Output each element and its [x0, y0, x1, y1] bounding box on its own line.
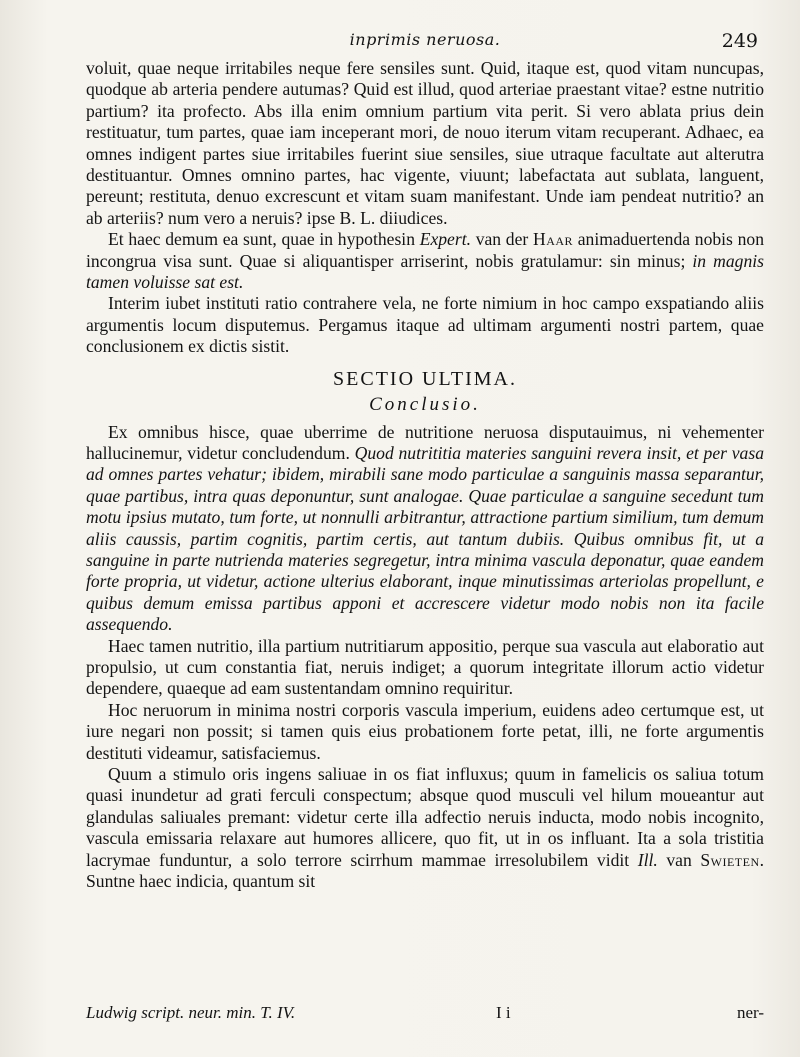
paragraph [86, 229, 764, 293]
running-title: inprimis neruosa. [349, 30, 501, 49]
body-text [86, 58, 764, 892]
paragraph [86, 422, 764, 636]
text-run: Ill. [637, 849, 658, 870]
text-run: in magnis tamen voluisse sat est. [86, 250, 764, 293]
text-run: Haec tamen nutritio, illa partium nutritiarum appositio, perque sua vascula aut elaboratio aut propulsio, ut cum constantia fiat, neruis indiget; a quorum integritate illorum actio videtur dependere, quaeque ad eam sustentandam omnino requiritur. [86, 635, 764, 699]
running-head [86, 30, 764, 58]
page-number: 249 [721, 30, 758, 52]
text-run: Haar [532, 229, 574, 250]
text-run: Quod nutrititia materies sanguini revera insit, et per vasa ad omnes partes vehatur; ibidem, mirabili sane modo particulae a sanguinis massa separantur, quae partibus, intra quas deponuntur, sunt analogae. Quae particulae a sanguine secedunt tum motu ipsius mutato, tum forte, ut nonnulli arbitrantur, attractione partium similium, tum demum aliis caussis, partim cognitis, partim certis, aut tantum dubiis. Quibus omnibus fit, ut a sanguine in parte nutrienda materies segregetur, intra minima vascula deponatur, quae eandem forte propria, ut videtur, actione ulterius elaborant, inque minutissimas arteriolas propellunt, e quibus demum emissa partibus apponi et accrescere videtur modo nobis non ita facile assequendo. [86, 442, 765, 635]
signature-mark: I i [496, 1003, 511, 1022]
paragraph [86, 293, 764, 357]
paragraph [86, 764, 764, 892]
text-run: voluit, quae neque irritabiles neque fere sensiles sunt. Quid, itaque est, quod vitam nuncupas, quodque ab arteria pendere autumas? Quid est illud, quod arteriae praestant vitae? estne nutritio partium? ita profecto. Abs illa enim omnium partium vita perit. Si vero ablata prius dein restituatur, tum partes, quae iam inceperant mori, de nouo iterum vitam recuperant. Adhaec, ea omnes indigent partes siue irritabiles fuerint siue sensiles, siue utraque facultate aut alterutra destituantur. Omnes omnino partes, hac vigente, viuunt; labefactata aut sublata, languent, pereunt; restituta, denuo excrescunt et vitam suam manifestant. Unde iam pendeat nutritio? an ab arteriis? num vero a neruis? ipse B. L. diiudices. [86, 58, 764, 228]
bottom-paragraphs [86, 422, 764, 893]
text-run: Ex omnibus hisce, quae uberrime de nutritione neruosa disputauimus, ni vehementer hallucinemur, videtur concludendum. [86, 421, 764, 463]
text-run: van der [471, 229, 533, 250]
text-run: van [657, 849, 701, 870]
text-run: Interim iubet instituti ratio contrahere vela, ne forte nimium in hoc campo exspatiando aliis argumentis locum disputemus. Pergamus itaque ad ultimam argumenti nostri partem, quae conclusionem ex dictis sistit. [86, 293, 764, 357]
paragraph [86, 636, 764, 700]
text-run: animaduertenda nobis non incongrua visa sunt. Quae si aliquantisper arriserint, nobis gratulamur: sin minus; [86, 229, 764, 271]
text-run: Swieten [700, 849, 760, 870]
paragraph [86, 700, 764, 764]
top-paragraphs [86, 58, 764, 358]
text-run: Quum a stimulo oris ingens saliuae in os fiat influxus; quum in famelicis os saliua totum quasi inundetur ad grati ferculi conspectum; absque quod musculi vel hilum moueantur aut glandulas saliuales premant: videtur certe illa adfectio neruis inducta, modo nobis incognito, vascula emissaria relaxare aut humores allicere, quo fit, ut in os influant. Ita a sola tristitia lacrymae funduntur, a solo terrore scirrhum mammae irresolubilem vidit [86, 764, 764, 870]
paragraph [86, 58, 764, 229]
page-footer [86, 1003, 764, 1025]
catchword: ner- [736, 1003, 764, 1022]
signature-line: Ludwig script. neur. min. T. IV. [86, 1003, 296, 1022]
text-run: Expert. [419, 229, 471, 250]
text-run: Et haec demum ea sunt, quae in hypothesin [108, 229, 420, 250]
text-run: Hoc neruorum in minima nostri corporis vascula imperium, euidens adeo certumque est, ut iure negari non possit; si tamen quis eius probationem forte petat, illi, ne forte argumentis destituti videamur, satisfaciemus. [86, 699, 764, 763]
section-heading: SECTIO ULTIMA. [333, 367, 517, 390]
section-subheading: Conclusio. [369, 394, 481, 416]
text-run: . Suntne haec indicia, quantum sit [86, 849, 765, 892]
